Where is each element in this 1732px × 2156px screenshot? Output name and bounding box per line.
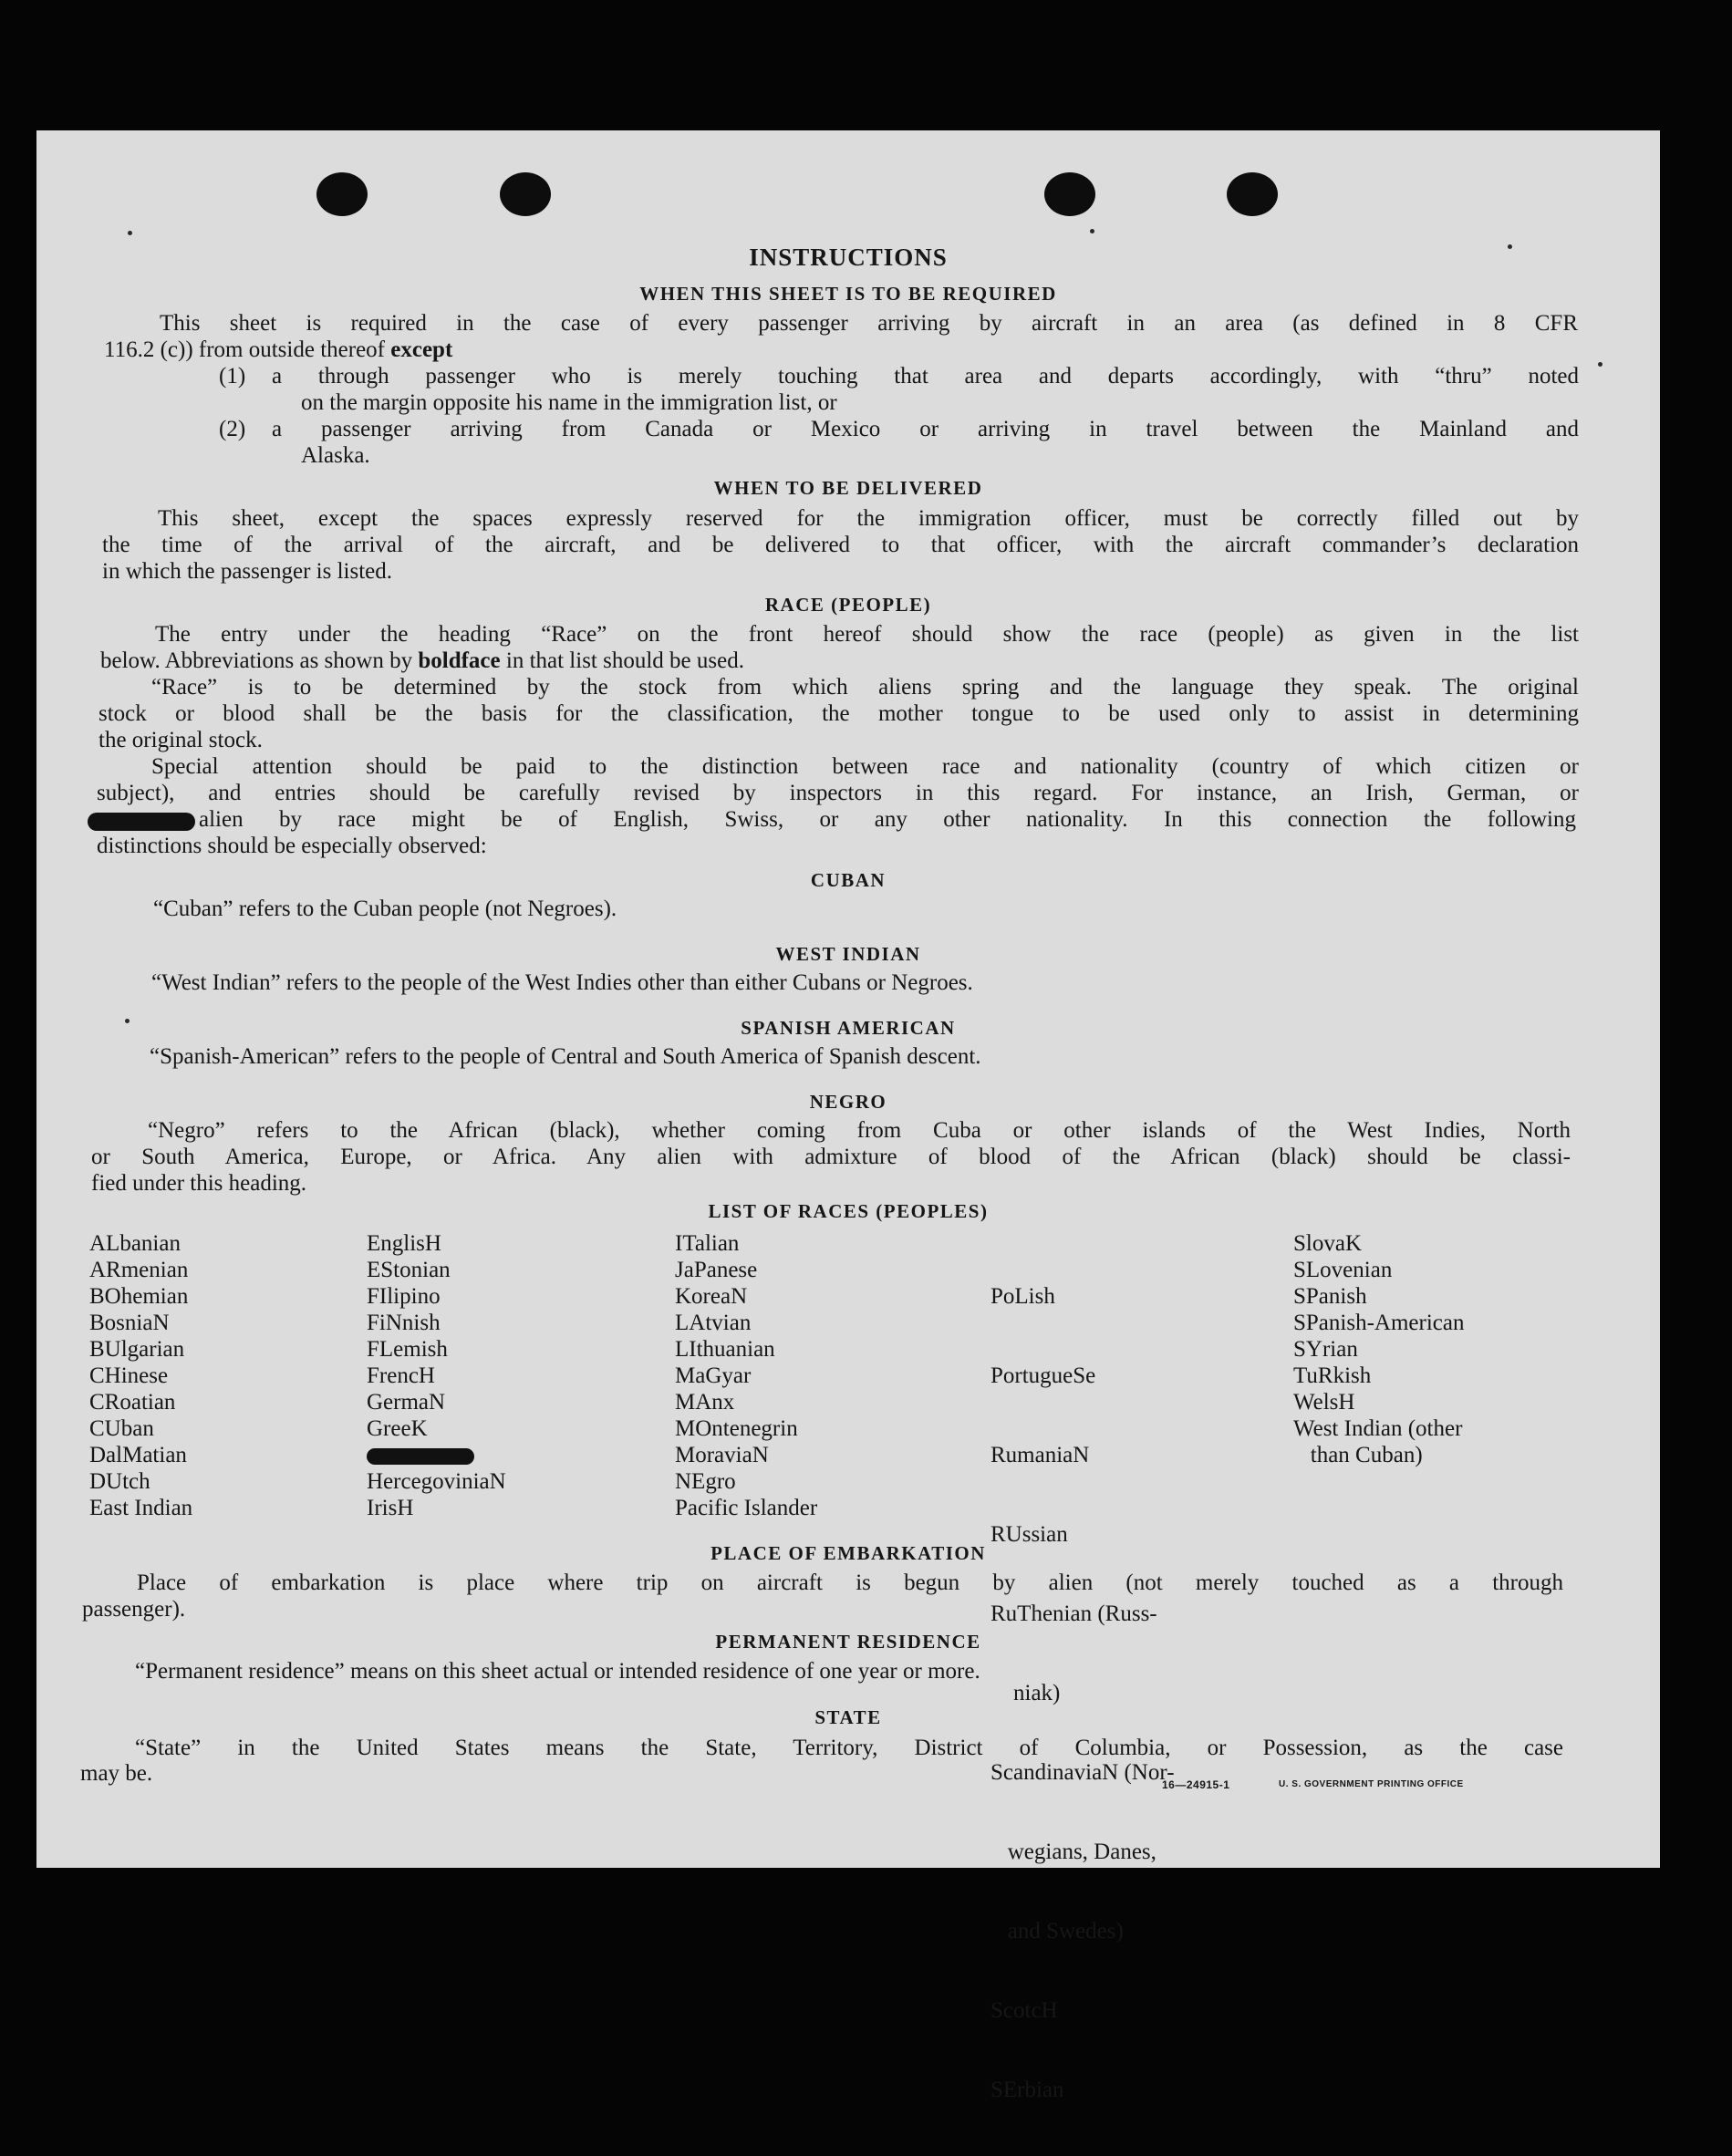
paragraph-line: stock or blood shall be the basis for the classification, the mother tongue to be used only to assist in determining	[99, 701, 1579, 726]
race-list-column-1	[89, 1230, 192, 1521]
race-item-redacted	[367, 1442, 506, 1468]
list-item-number: (2)	[219, 417, 246, 441]
race-item: FrencH	[367, 1363, 435, 1388]
section-heading-cuban: CUBAN	[810, 869, 887, 891]
section-heading-delivered: WHEN TO BE DELIVERED	[713, 477, 983, 499]
printer-imprint: U. S. GOVERNMENT PRINTING OFFICE	[1279, 1779, 1464, 1789]
paragraph-line: “Negro” refers to the African (black), whether coming from Cuba or other islands of the West Indies, North	[148, 1118, 1571, 1143]
race-item: WelsH	[1293, 1390, 1355, 1415]
paragraph-line: “State” in the United States means the State, Territory, District of Columbia, or Possession, as the case	[135, 1736, 1563, 1760]
section-heading-embarkation: PLACE OF EMBARKATION	[710, 1542, 986, 1564]
race-item: LAtvian	[675, 1311, 752, 1335]
section-heading-spanish-american: SPANISH AMERICAN	[741, 1017, 956, 1039]
paragraph-line: subject), and entries should be carefully revised by inspectors in this regard. For instance, an Irish, German, or	[97, 781, 1579, 805]
race-item: niak)	[990, 1681, 1061, 1705]
race-item: East Indian	[89, 1496, 193, 1520]
race-item: IrisH	[367, 1496, 414, 1520]
race-item: SlovaK	[1293, 1231, 1362, 1256]
race-item: ITalian	[675, 1231, 740, 1256]
race-item: BOhemian	[89, 1284, 189, 1309]
race-item: than Cuban)	[1293, 1443, 1423, 1467]
race-item: ScotcH	[990, 1998, 1058, 2023]
race-item: FiNnish	[367, 1311, 441, 1335]
race-item: ARmenian	[89, 1258, 189, 1282]
race-list-column-3	[675, 1230, 817, 1521]
race-item: CUban	[89, 1416, 154, 1441]
race-item: DalMatian	[89, 1443, 187, 1467]
paragraph-line: This sheet is required in the case of every passenger arriving by aircraft in an area (as defined in 8 CFR	[160, 311, 1578, 336]
race-item: wegians, Danes,	[990, 1840, 1156, 1864]
section-heading-race: RACE (PEOPLE)	[764, 594, 932, 616]
race-item: ScandinaviaN (Nor-	[990, 1760, 1175, 1785]
race-item: EnglisH	[367, 1231, 441, 1256]
race-item: RumaniaN	[990, 1443, 1090, 1467]
race-item: West Indian (other	[1293, 1416, 1463, 1441]
definition-text: “Spanish-American” refers to the people of Central and South America of Spanish descent.	[150, 1044, 981, 1069]
punch-hole	[1044, 172, 1095, 216]
paragraph-line: below. Abbreviations as shown by boldface in that list should be used.	[100, 648, 744, 673]
race-item: GreeK	[367, 1416, 428, 1441]
paragraph-line: or South America, Europe, or Africa. Any alien with admixture of blood of the African (black) should be classi-	[91, 1145, 1571, 1169]
race-item: BosniaN	[89, 1311, 170, 1335]
race-item: SPanish-American	[1293, 1311, 1465, 1335]
race-item: DUtch	[89, 1469, 150, 1494]
definition-text: “Cuban” refers to the Cuban people (not Negroes).	[153, 897, 617, 921]
paragraph-line: alien by race might be of English, Swiss, or any other nationality. In this connection the following	[199, 807, 1576, 832]
race-list-column-4	[990, 1230, 1175, 2156]
list-item-number: (1)	[219, 364, 246, 389]
race-item: MAnx	[675, 1390, 735, 1415]
paragraph-line: Special attention should be paid to the distinction between race and nationality (country of which citizen or	[151, 754, 1579, 779]
race-item: NEgro	[675, 1469, 736, 1494]
race-item: SLovenian	[1293, 1258, 1393, 1282]
paragraph-line: “Race” is to be determined by the stock from which aliens spring and the language they speak. The original	[151, 675, 1579, 700]
list-item-text: Alaska.	[301, 443, 370, 468]
race-item: JaPanese	[675, 1258, 758, 1282]
race-item: EStonian	[367, 1258, 451, 1282]
race-item: and Swedes)	[990, 1919, 1124, 1944]
race-item: SErbian	[990, 2078, 1064, 2102]
list-item-text: a passenger arriving from Canada or Mexico or arriving in travel between the Mainland and	[272, 417, 1579, 441]
paragraph-line: the time of the arrival of the aircraft, and be delivered to that officer, with the aircraft commander’s declaration	[102, 533, 1579, 557]
race-item: FIlipino	[367, 1284, 441, 1309]
paragraph-line: The entry under the heading “Race” on the front hereof should show the race (people) as given in the list	[155, 622, 1579, 647]
race-item: BUlgarian	[89, 1337, 185, 1362]
section-heading-state: STATE	[814, 1706, 882, 1728]
section-heading-residence: PERMANENT RESIDENCE	[715, 1631, 981, 1653]
race-item: GermaN	[367, 1390, 446, 1415]
race-list-column-2	[367, 1230, 506, 1521]
section-heading-races-list: LIST OF RACES (PEOPLES)	[708, 1200, 989, 1222]
race-item: TuRkish	[1293, 1363, 1372, 1388]
definition-text: “West Indian” refers to the people of the West Indies other than either Cubans or Negroes.	[151, 970, 973, 995]
list-item-text: a through passenger who is merely touching that area and departs accordingly, with “thru” noted	[272, 364, 1579, 389]
punch-hole	[500, 172, 551, 216]
definition-text: “Permanent residence” means on this sheet actual or intended residence of one year or more.	[135, 1659, 980, 1684]
race-item: MOntenegrin	[675, 1416, 798, 1441]
race-item: CRoatian	[89, 1390, 176, 1415]
paragraph-line: fied under this heading.	[91, 1171, 307, 1196]
paragraph-line: Place of embarkation is place where trip on aircraft is begun by alien (not merely touched as a through	[137, 1570, 1563, 1595]
race-item: PortugueSe	[990, 1363, 1096, 1388]
race-item: MaGyar	[675, 1363, 752, 1388]
race-item: HercegoviniaN	[367, 1469, 506, 1494]
race-item: KoreaN	[675, 1284, 748, 1309]
race-item: ALbanian	[89, 1231, 181, 1256]
form-number: 16—24915-1	[1162, 1778, 1230, 1791]
race-item: RUssian	[990, 1522, 1068, 1547]
paragraph-line: in which the passenger is listed.	[102, 559, 392, 584]
race-item: SPanish	[1293, 1284, 1367, 1309]
section-heading-required: WHEN THIS SHEET IS TO BE REQUIRED	[639, 283, 1057, 305]
race-item: FLemish	[367, 1337, 448, 1362]
instruction-sheet	[36, 130, 1660, 2102]
paragraph-line: passenger).	[82, 1597, 186, 1622]
page-title: INSTRUCTIONS	[749, 244, 948, 271]
punch-hole	[316, 172, 368, 216]
paragraph-line: the original stock.	[99, 728, 263, 752]
race-item: MoraviaN	[675, 1443, 769, 1467]
redaction-mark	[88, 813, 195, 831]
race-item: Pacific Islander	[675, 1496, 818, 1520]
race-item: PoLish	[990, 1284, 1055, 1309]
paragraph-line: distinctions should be especially observed:	[97, 834, 487, 858]
paragraph-line: may be.	[80, 1761, 153, 1786]
race-list-column-5	[1293, 1230, 1464, 1468]
race-item: SYrian	[1293, 1337, 1358, 1362]
paragraph-line: 116.2 (c)) from outside thereof except	[104, 337, 453, 362]
section-heading-west-indian: WEST INDIAN	[775, 943, 921, 965]
punch-hole	[1227, 172, 1278, 216]
list-item-text: on the margin opposite his name in the immigration list, or	[301, 390, 837, 415]
section-heading-negro: NEGRO	[809, 1091, 887, 1113]
paragraph-line: This sheet, except the spaces expressly reserved for the immigration officer, must be correctly filled out by	[158, 506, 1579, 531]
race-item: CHinese	[89, 1363, 169, 1388]
race-item: LIthuanian	[675, 1337, 775, 1362]
race-item: RuThenian (Russ-	[990, 1601, 1157, 1626]
